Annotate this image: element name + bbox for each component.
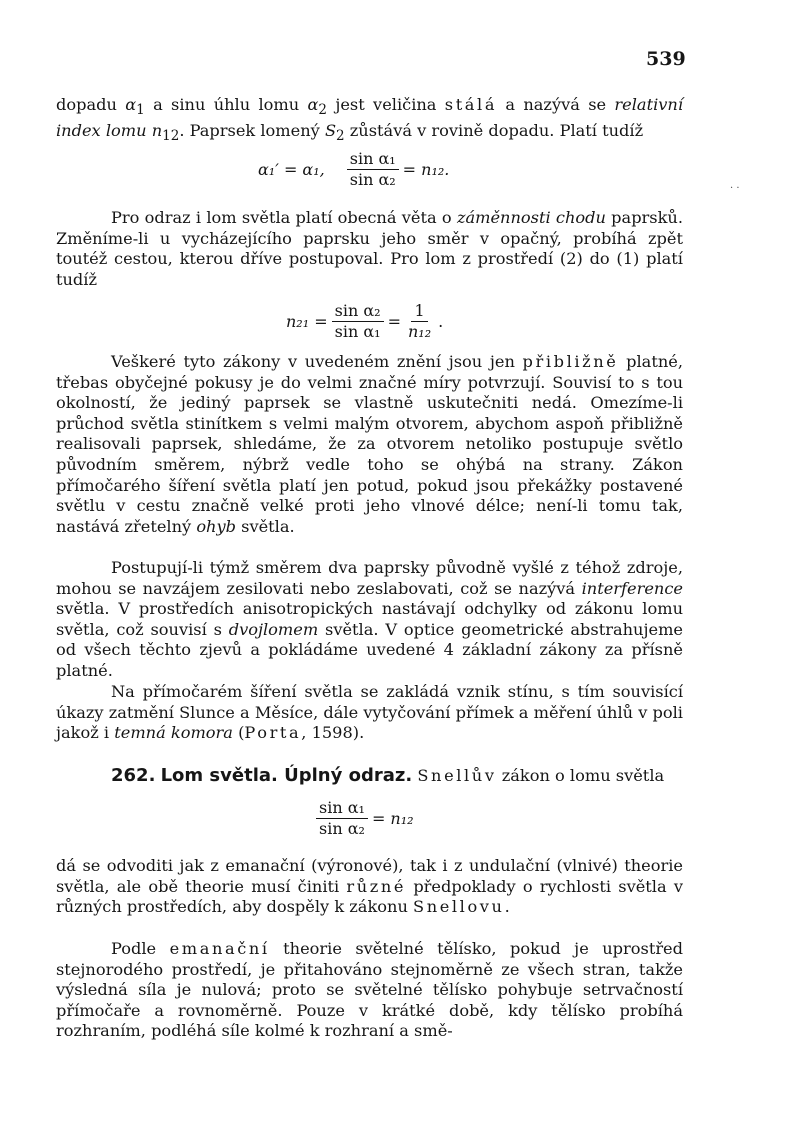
- paragraph-5: Na přímočarém šíření světla se zakládá vznik stínu, s tím souvisící úkazy zatmění Slunce a Měsíce, dále vytyčování přímek a měření úhlů v poli jakož i temná komora (Porta, 1598).: [56, 682, 683, 743]
- paragraph-7: Podle emanační theorie světelné tělísko, pokud je uprostřed stejnorodého prostředí, je přitahováno stejnoměrně ze všech stran, takže výsledná síla je nulová; proto se světelné tělísko pohybuje setrvačností přímočaře a rovnoměrně. Pouze v krátké době, kdy tělísko probíhá rozhraním, podléhá síle kolmé k rozhraní a smě-: [56, 939, 683, 1041]
- fraction-sin-ratio: $\frac{\text{sin α₁}}{\text{sin α₂}}$: [347, 150, 399, 189]
- name-snelluv: Snellův: [417, 766, 497, 785]
- equation-1: α₁′ = α₁, $\frac{\text{sin α₁}}{\text{sin α₂}}$ = n₁₂.: [258, 149, 450, 189]
- equation-3: $\frac{\text{sin α₁}}{\text{sin α₂}}$ = n₁₂: [312, 799, 414, 838]
- term-ohyb: ohyb: [196, 516, 236, 536]
- section-heading-262: 262. Lom světla. Úplný odraz. Snellův zákon o lomu světla: [111, 765, 665, 786]
- page-number: 539: [646, 48, 686, 70]
- fraction-reciprocal: $\frac{1}{\text{n₁₂}}$: [407, 301, 432, 341]
- emphasis-stala: stálá: [444, 95, 498, 114]
- fraction-snell: $\frac{\text{sin α₁}}{\text{sin α₂}}$: [316, 799, 368, 838]
- paragraph-4: Postupují-li týmž směrem dva paprsky původně vyšlé z téhož zdroje, mohou se navzájem zesilovati nebo zeslabovati, což se nazývá interference světla. V prostředích anisotropických nastávají odchylky od zákonu lomu světla, což souvisí s dvojlomem světla. V optice geometrické abstrahujeme od všech těchto zjevů a pokládáme uvedené 4 základní zákony za přísně platné.: [56, 558, 684, 680]
- paragraph-3: Veškeré tyto zákony v uvedeném znění jsou jen přibližně platné, třebas obyčejné pokusy je do velmi značné míry potvrzují. Souvisí to s tou okolností, že jediný paprsek se vlastně uskutečniti nedá. Omezíme-li průchod světla stinítkem s velmi malým otvorem, abychom aspoň přibližně realisovali paprsek, shledáme, že za otvorem netoliko postupuje světlo původním směrem, nýbrž vedle toho se ohýbá na strany. Zákon přímočarého šíření světla platí jen potud, pokud jsou překážky postavené světlu v cestu značně velké proti jeho vlnové délce; není-li tomu tak, nastává zřetelný ohyb světla.: [56, 352, 683, 536]
- emphasis-emanacni: emanační: [169, 939, 270, 958]
- term-zamennost: záměnnosti chodu: [456, 208, 606, 227]
- paragraph-1: dopadu $\alpha_1$ a sinu úhlu lomu $\alpha_2$ jest veličina stálá a nazývá se relativní index lomu $n_{12}$. Paprsek lomený $S_2$ zůstává v rovině dopadu. Platí tudíž: [56, 95, 683, 145]
- equation-2: n₂₁ = $\frac{\text{sin α₂}}{\text{sin α₁}}$ = $\frac{1}{\text{n₁₂}}$ .: [286, 301, 444, 341]
- name-porta: Porta: [244, 723, 302, 743]
- section-number: 262.: [111, 765, 156, 786]
- paragraph-6: dá se odvoditi jak z emanační (výronové), tak i z undulační (vlnivé) theorie světla, ale obě theorie musí činiti různé předpoklady o rychlosti světla v různých prostředích, aby dospěly k zákonu Snellovu.: [56, 856, 683, 917]
- term-relative-index: relativní index lomu: [56, 95, 683, 140]
- scan-mark: · ·: [730, 183, 740, 194]
- emphasis-ruzne: různé: [346, 876, 407, 896]
- term-temna-komora: temná komora: [114, 723, 233, 743]
- term-dvojlom: dvojlomem: [228, 619, 319, 639]
- section-title: Lom světla. Úplný odraz.: [160, 765, 413, 786]
- name-snellovu: Snellovu: [413, 897, 505, 917]
- emphasis-priblizne: přibližně: [522, 352, 619, 371]
- term-interference: interference: [581, 578, 683, 598]
- fraction-sin-ratio-2: $\frac{\text{sin α₂}}{\text{sin α₁}}$: [332, 302, 384, 341]
- paragraph-2: Pro odraz i lom světla platí obecná věta o záměnnosti chodu paprsků. Změníme-li u vycházejícího paprsku jeho směr v opačný, probíhá zpět toutéž cestou, kterou dříve postupoval. Pro lom z prostředí (2) do (1) platí tudíž: [56, 208, 683, 289]
